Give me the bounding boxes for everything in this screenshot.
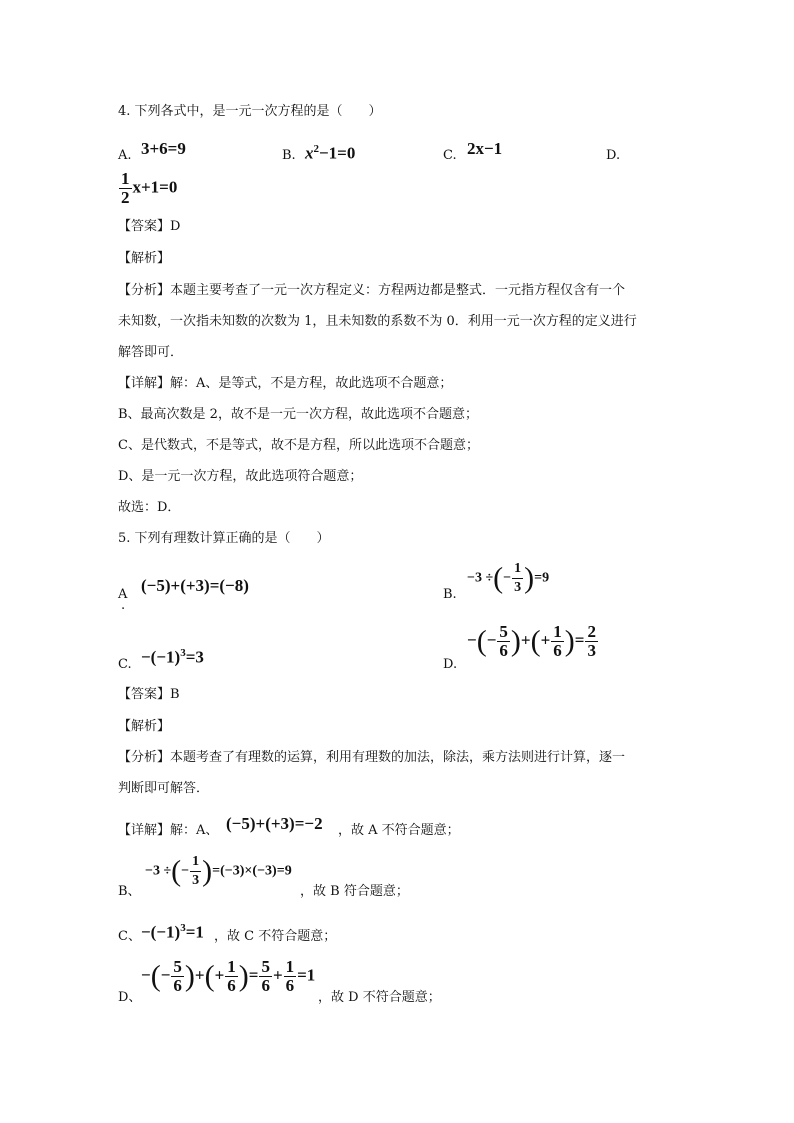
q5-option-b-label: B.: [443, 587, 457, 602]
q4-detail-c: C、是代数式，不是等式，故不是方程，所以此选项不合题意；: [118, 438, 479, 453]
q5-option-d-expr: −(− $\frac{5}{6}$ )+(+ $\frac{1}{6}$ )= $\frac{2}{3}$: [467, 622, 596, 660]
q5-detail-d-expr: −(− $\frac{5}{6}$ )+(+ $\frac{1}{6}$ )= $\frac{5}{6}$ + $\frac{1}{6}$ =1: [141, 957, 316, 995]
q5-option-d-label: D.: [443, 657, 458, 672]
q5-detail-c-prefix: C、: [118, 929, 141, 944]
q5-detail-b-suffix: ，故 B 符合题意；: [300, 884, 409, 899]
q5-answer: 【答案】B: [118, 687, 180, 702]
q5-detail-a-expr: (−5)+(+3)=−2: [226, 814, 323, 833]
q4-fenxi-line-3: 解答即可．: [118, 345, 184, 360]
q5-option-c-label: C.: [118, 657, 132, 672]
q5-detail-a-suffix: ，故 A 不符合题意；: [338, 823, 460, 838]
q5-detail-c-suffix: ，故 C 不符合题意；: [214, 929, 337, 944]
q4-detail-a: 【详解】解：A、是等式，不是方程，故此选项不合题意；: [118, 376, 453, 391]
q5-fenxi-line-2: 判断即可解答．: [118, 781, 210, 796]
q4-detail-d: D、是一元一次方程，故此选项符合题意；: [118, 469, 363, 484]
q5-option-c-expr: $-(-1)^3=3$: [141, 647, 204, 667]
q5-detail-a-prefix: 【详解】解：A、: [118, 823, 219, 838]
q5-option-a-label: A: [118, 587, 128, 602]
q5-option-b-expr: −3 ÷(− $\frac{1}{3}$ )=9: [467, 561, 550, 595]
q4-fenxi-line-2: 未知数，一次指未知数的次数为 1，且未知数的系数不为 0．利用一元一次方程的定义进行: [118, 314, 637, 329]
q4-option-d-expr: $\frac{1}{2}$ x+1=0: [121, 169, 178, 207]
q5-analysis-heading: 【解析】: [118, 719, 171, 734]
q5-detail-d-prefix: D、: [118, 990, 142, 1005]
q4-analysis-heading: 【解析】: [118, 251, 171, 266]
q4-option-b-expr: $x^2-1=0$: [305, 143, 356, 163]
q4-option-d-label: D.: [606, 148, 621, 163]
q5-fenxi-line-1: 【分析】本题考查了有理数的运算，利用有理数的加法，除法，乘方法则进行计算，逐一: [118, 750, 626, 765]
q5-detail-b-expr: −3 ÷(− $\frac{1}{3}$ )=(−3)×(−3)=9: [145, 854, 292, 888]
q5-option-a-dot: .: [121, 598, 126, 613]
q4-option-c-expr: 2x−1: [467, 139, 503, 158]
q4-option-c-label: C.: [443, 148, 457, 163]
q4-conclusion: 故选：D．: [118, 500, 181, 515]
q4-option-a-label: A.: [118, 148, 132, 163]
q5-detail-d-suffix: ，故 D 不符合题意；: [318, 990, 441, 1005]
q5-detail-c-expr: $-(-1)^3=1$: [141, 922, 204, 942]
q4-option-b-label: B.: [282, 148, 296, 163]
q5-option-a-expr: (−5)+(+3)=(−8): [141, 576, 249, 595]
q4-option-a-expr: 3+6=9: [141, 139, 186, 158]
q4-detail-b: B、最高次数是 2，故不是一元一次方程，故此选项不合题意；: [118, 407, 478, 422]
q4-answer: 【答案】D: [118, 219, 181, 234]
q4-fenxi-line-1: 【分析】本题主要考查了一元一次方程定义：方程两边都是整式．一元指方程仅含有一个: [118, 283, 626, 298]
q5-stem: 5. 下列有理数计算正确的是（ ）: [118, 531, 330, 546]
q5-detail-b-prefix: B、: [118, 884, 141, 899]
q4-stem: 4. 下列各式中，是一元一次方程的是（ ）: [118, 104, 382, 119]
